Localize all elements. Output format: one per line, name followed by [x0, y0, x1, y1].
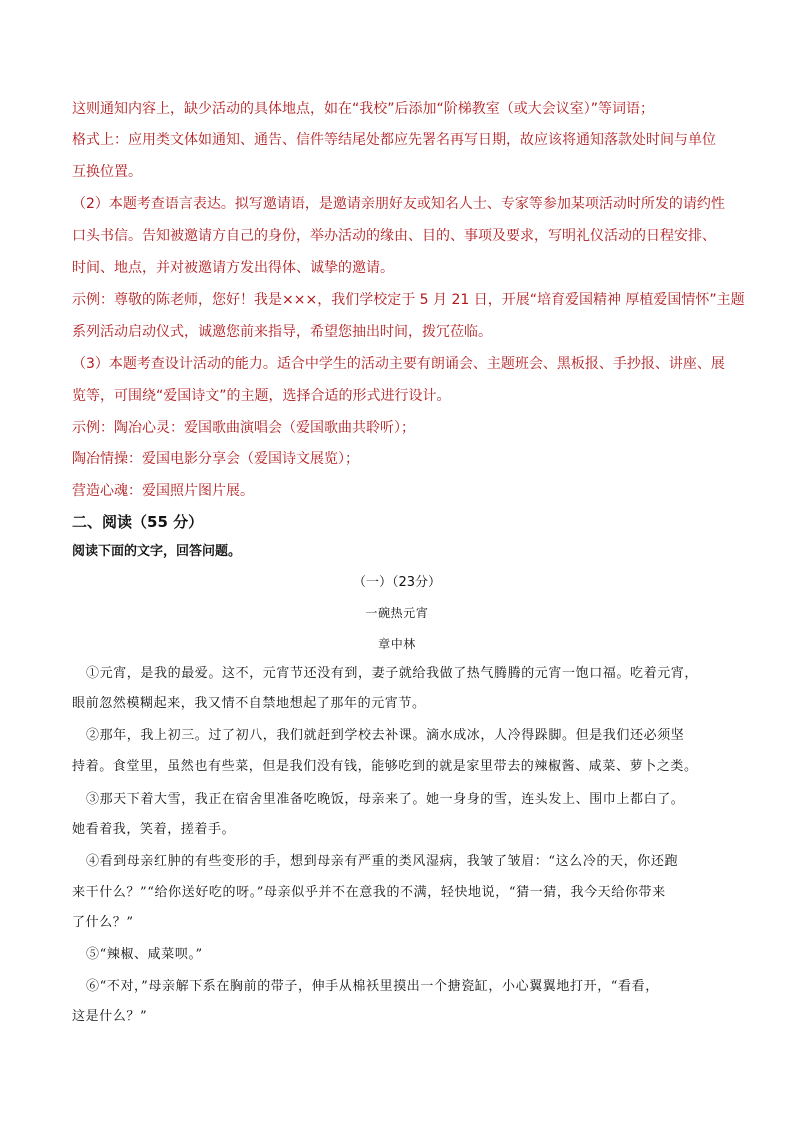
answer-line-7: 示例：尊敬的陈老师，您好！我是×××，我们学校定于 5 月 21 日，开展“培育爱国精神 厚植爱国情怀”主题	[72, 292, 745, 308]
answer-line-6: 时间、地点，并对被邀请方发出得体、诚挚的邀请。	[72, 260, 394, 276]
story-line-2: 眼前忽然模糊起来，我又情不自禁地想起了那年的元宵节。	[72, 696, 426, 711]
story-line-9: 了什么？”	[72, 915, 134, 930]
answer-line-1: 这则通知内容上，缺少活动的具体地点，如在“我校”后添加“阶梯教室（或大会议室）”等词语；	[72, 101, 655, 117]
answer-line-9: （3）本题考查设计活动的能力。适合中学生的活动主要有朗诵会、主题班会、黑板报、手抄报、讲座、展	[72, 356, 725, 372]
story-line-10: ⑤“辣椒、咸菜呗。”	[86, 947, 203, 962]
story-line-8: 来干什么？”“给你送好吃的呀。”母亲似乎并不在意我的不满，轻快地说，“猜一猜，我今天给你带来	[72, 885, 666, 900]
story-line-6: 她看着我，笑着，搓着手。	[72, 822, 236, 837]
story-line-1: ①元宵，是我的最爱。这不，元宵节还没有到，妻子就给我做了热气腾腾的元宵一饱口福。吃着元宵，	[86, 666, 699, 681]
section-instruction: 阅读下面的文字，回答问题。	[72, 544, 242, 559]
story-title: 一碗热元宵	[365, 606, 429, 620]
answer-line-11: 示例：陶冶心灵：爱国歌曲演唱会（爱国歌曲共聆听）；	[72, 420, 415, 436]
answer-line-8: 系列活动启动仪式，诚邀您前来指导，希望您抽出时间，拨冗莅临。	[72, 324, 492, 340]
answer-line-10: 览等，可围绕“爱国诗文”的主题，选择合适的形式进行设计。	[72, 388, 451, 404]
answer-line-12: 陶冶情操：爱国电影分享会（爱国诗文展览）；	[72, 451, 359, 467]
part-label: （一）（23分）	[352, 575, 442, 590]
story-line-11: ⑥“不对，”母亲解下系在胸前的带子，伸手从棉袄里摸出一个搪瓷缸，小心翼翼地打开，“看看，	[86, 979, 659, 994]
section-heading: 二、阅读（55 分）	[72, 513, 204, 531]
answer-line-4: （2）本题考查语言表达。拟写邀请语，是邀请亲朋好友或知名人士、专家等参加某项活动时所发的请约性	[72, 196, 725, 212]
story-line-3: ②那年，我上初三。过了初八，我们就赶到学校去补课。滴水成冰，人冷得跺脚。但是我们还必须坚	[86, 728, 685, 743]
story-line-7: ④看到母亲红肿的有些变形的手，想到母亲有严重的类风湿病，我皱了皱眉：“这么冷的天，你还跑	[86, 854, 679, 869]
answer-line-5: 口头书信。告知被邀请方自己的身份，举办活动的缘由、目的、事项及要求，写明礼仪活动的日程安排、	[72, 228, 716, 244]
answer-line-2: 格式上：应用类文体如通知、通告、信件等结尾处都应先署名再写日期，故应该将通知落款处时间与单位	[72, 132, 716, 148]
story-line-5: ③那天下着大雪，我正在宿舍里准备吃晚饭，母亲来了。她一身身的雪，连头发上、围巾上都白了。	[86, 792, 685, 807]
story-line-4: 持着。食堂里，虽然也有些菜，但是我们没有钱，能够吃到的就是家里带去的辣椒酱、咸菜、萝卜之类。	[72, 759, 698, 774]
story-author: 章中林	[378, 637, 416, 651]
story-line-12: 这是什么？”	[72, 1009, 148, 1024]
answer-line-3: 互换位置。	[72, 164, 142, 180]
answer-line-13: 营造心魂：爱国照片图片展。	[72, 483, 254, 499]
